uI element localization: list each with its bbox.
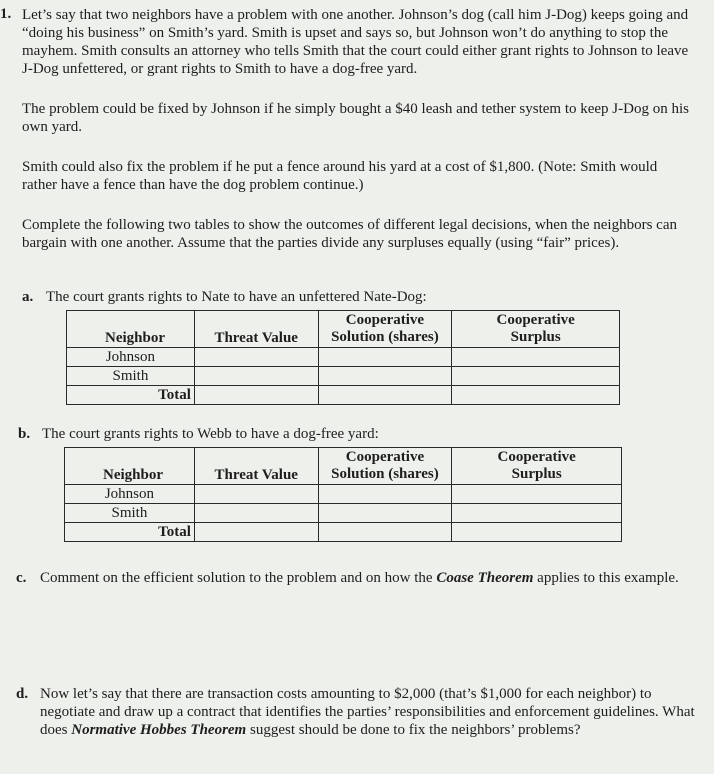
row-label-smith: Smith: [65, 504, 195, 523]
table-row: [67, 348, 620, 367]
part-b-label: b.: [18, 426, 31, 442]
table-cell[interactable]: [452, 348, 620, 367]
table-cell[interactable]: [452, 523, 622, 542]
header-cooperative-surplus: Cooperative Surplus: [452, 448, 622, 485]
table-cell[interactable]: [318, 348, 452, 367]
table-row: [67, 367, 620, 386]
table-cell[interactable]: [452, 485, 622, 504]
table-cell[interactable]: [318, 523, 452, 542]
row-label-total: Total: [65, 523, 195, 542]
header-neighbor: Neighbor: [65, 448, 195, 485]
table-row: [65, 485, 622, 504]
table-cell[interactable]: [318, 485, 452, 504]
part-d-text: Now let’s say that there are transaction costs amounting to $2,000 (that’s $1,000 for each neighbor) to negotiate and draw up a contract that identifies the parties’ responsibilities and enforcement guidelines. What does Normative Hobbes Theorem suggest should be done to fix the neighbors’ problems?: [40, 686, 695, 738]
row-label-johnson: Johnson: [67, 348, 195, 367]
table-cell[interactable]: [452, 504, 622, 523]
fence-paragraph: Smith could also fix the problem if he put a fence around his yard at a cost of $1,800. (Note: Smith would rather have a fence than have the dog problem continue.): [22, 159, 658, 193]
table-cell[interactable]: [194, 504, 318, 523]
row-label-johnson: Johnson: [65, 485, 195, 504]
table-cell[interactable]: [194, 386, 318, 405]
header-cooperative-surplus: Cooperative Surplus: [452, 311, 620, 348]
part-d-label: d.: [16, 686, 29, 702]
table-a-header-row: [67, 311, 620, 348]
header-cooperative-solution: Cooperative Solution (shares): [318, 448, 452, 485]
intro-paragraph: Let’s say that two neighbors have a problem with one another. Johnson’s dog (call him J-Dog) keeps going and “doing his business” on Smith’s yard. Smith is upset and says so, but Johnson won’t do anything to stop the mayhem. Smith consults an attorney who tells Smith that the court could either grant rights to Johnson to leave J-Dog unfettered, or grant rights to Smith to have a dog-free yard.: [22, 7, 689, 77]
part-a-caption: The court grants rights to Nate to have an unfettered Nate-Dog:: [46, 289, 427, 305]
table-cell[interactable]: [452, 367, 620, 386]
header-cooperative-solution: Cooperative Solution (shares): [318, 311, 452, 348]
header-neighbor: Neighbor: [67, 311, 195, 348]
part-c-text: Comment on the efficient solution to the problem and on how the Coase Theorem applies to this example.: [40, 570, 679, 586]
table-a: [66, 310, 620, 405]
table-cell[interactable]: [452, 386, 620, 405]
coase-theorem-emphasis: Coase Theorem: [436, 570, 534, 586]
part-a-label: a.: [22, 289, 34, 305]
question-number: 1.: [0, 6, 12, 22]
header-threat-value: Threat Value: [194, 311, 318, 348]
table-cell[interactable]: [318, 504, 452, 523]
hobbes-theorem-emphasis: Normative Hobbes Theorem: [71, 722, 247, 738]
table-cell[interactable]: [194, 485, 318, 504]
table-row: [65, 504, 622, 523]
part-b-caption: The court grants rights to Webb to have a dog-free yard:: [42, 426, 379, 442]
table-cell[interactable]: [318, 367, 452, 386]
table-row: [65, 523, 622, 542]
table-cell[interactable]: [194, 348, 318, 367]
table-b-header-row: [65, 448, 622, 485]
table-cell[interactable]: [194, 367, 318, 386]
instructions-paragraph: Complete the following two tables to show the outcomes of different legal decisions, when the neighbors can bargain with one another. Assume that the parties divide any surpluses equally (using “fair” prices).: [22, 217, 677, 251]
row-label-smith: Smith: [67, 367, 195, 386]
part-c-label: c.: [16, 570, 27, 586]
row-label-total: Total: [67, 386, 195, 405]
table-cell[interactable]: [194, 523, 318, 542]
table-b: [64, 447, 622, 542]
header-threat-value: Threat Value: [194, 448, 318, 485]
leash-paragraph: The problem could be fixed by Johnson if he simply bought a $40 leash and tether system to keep J-Dog on his own yard.: [22, 101, 689, 135]
table-row: [67, 386, 620, 405]
table-cell[interactable]: [318, 386, 452, 405]
